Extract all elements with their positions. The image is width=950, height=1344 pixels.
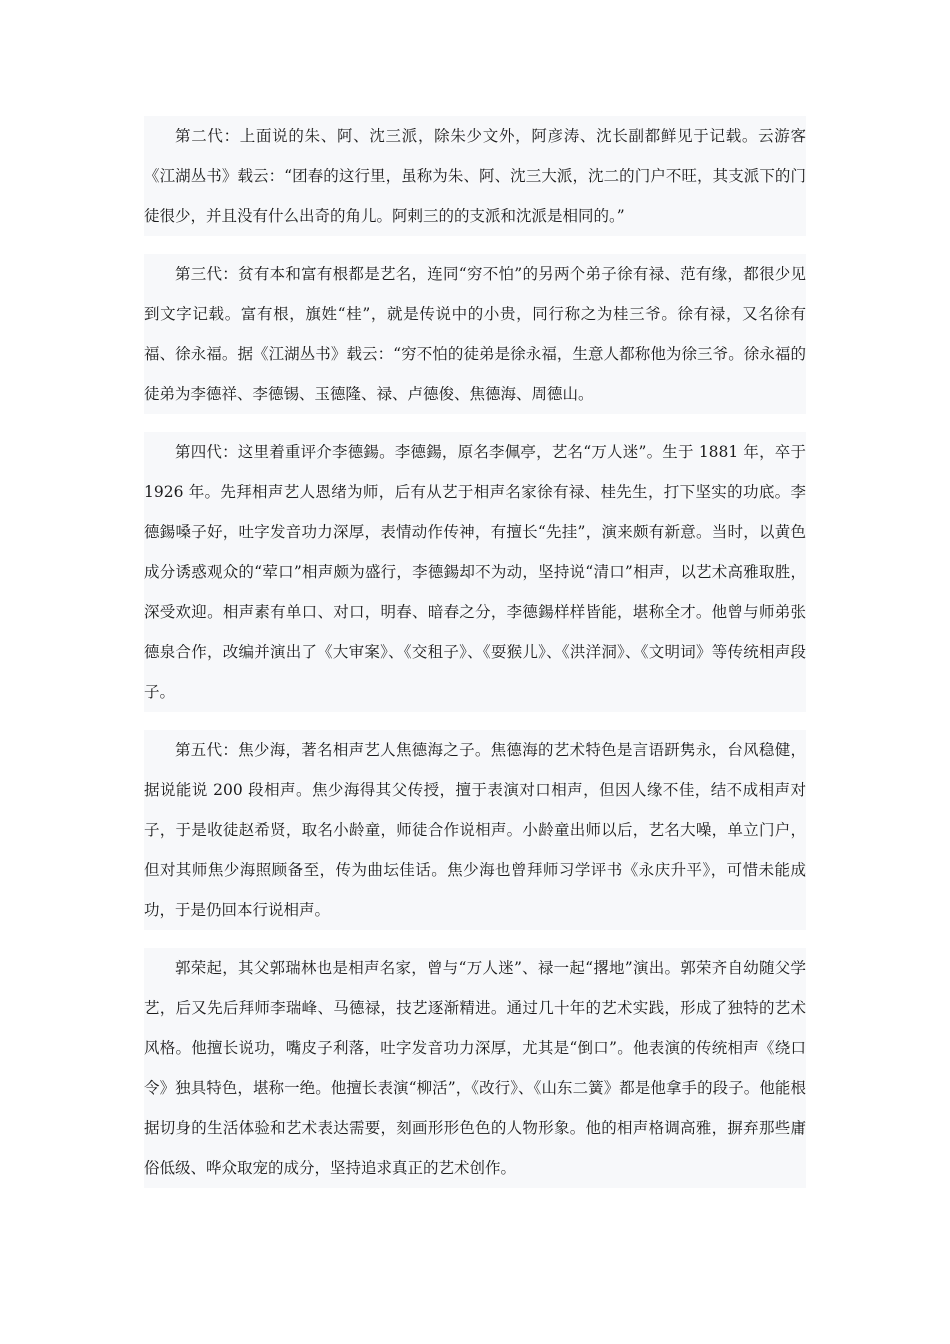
document-page: [144, 116, 806, 1206]
paragraph-guo-rongqi: 郭荣起，其父郭瑞林也是相声名家，曾与“万人迷”、禄一起“撂地”演出。郭荣齐自幼随父学艺，后又先后拜师李瑞峰、马德禄，技艺逐渐精进。通过几十年的艺术实践，形成了独特的艺术风格。他擅长说功，嘴皮子利落，吐字发音功力深厚，尤其是“倒口”。他表演的传统相声《绕口令》独具特色，堪称一绝。他擅长表演“柳活”，《改行》、《山东二簧》都是他拿手的段子。他能根据切身的生活体验和艺术表达需要，刻画形形色色的人物形象。他的相声格调高雅，摒弃那些庸俗低级、哗众取宠的成分，坚持追求真正的艺术创作。: [144, 948, 806, 1188]
paragraph-second-generation: 第二代：上面说的朱、阿、沈三派，除朱少文外，阿彦涛、沈长副都鲜见于记载。云游客《江湖丛书》载云：“团春的这行里，虽称为朱、阿、沈三大派，沈二的门户不旺，其支派下的门徒很少，并且没有什么出奇的角儿。阿剌三的的支派和沈派是相同的。”: [144, 116, 806, 236]
paragraph-fifth-generation: 第五代：焦少海，著名相声艺人焦德海之子。焦德海的艺术特色是言语趼隽永，台风稳健，据说能说 200 段相声。焦少海得其父传授，擅于表演对口相声，但因人缘不佳，结不成相声对子，于是收徒赵希贤，取名小龄童，师徒合作说相声。小龄童出师以后，艺名大噪，单立门户，但对其师焦少海照顾备至，传为曲坛佳话。焦少海也曾拜师习学评书《永庆升平》，可惜未能成功，于是仍回本行说相声。: [144, 730, 806, 930]
paragraph-third-generation: 第三代：贫有本和富有根都是艺名，连同“穷不怕”的另两个弟子徐有禄、范有缘，都很少见到文字记载。富有根，旗姓“桂”，就是传说中的小贵，同行称之为桂三爷。徐有禄，又名徐有福、徐永福。据《江湖丛书》载云：“穷不怕的徒弟是徐永福，生意人都称他为徐三爷。徐永福的徒弟为李德祥、李德锡、玉德隆、禄、卢德俊、焦德海、周德山。: [144, 254, 806, 414]
paragraph-fourth-generation: 第四代：这里着重评介李德鍚。李德鍚，原名李佩亭，艺名“万人迷”。生于 1881 年，卒于 1926 年。先拜相声艺人恩绪为师，后有从艺于相声名家徐有禄、桂先生，打下坚实的功底。李德鍚嗓子好，吐字发音功力深厚，表情动作传神，有擅长“先挂”，演来颇有新意。当时，以黄色成分诱惑观众的“荤口”相声颇为盛行，李德鍚却不为动，坚持说“清口”相声，以艺术高雅取胜，深受欢迎。相声素有单口、对口，明春、暗春之分，李德鍚样样皆能，堪称全才。他曾与师弟张德泉合作，改编并演出了《大审案》、《交租子》、《耍猴儿》、《洪洋洞》、《文明词》等传统相声段子。: [144, 432, 806, 712]
